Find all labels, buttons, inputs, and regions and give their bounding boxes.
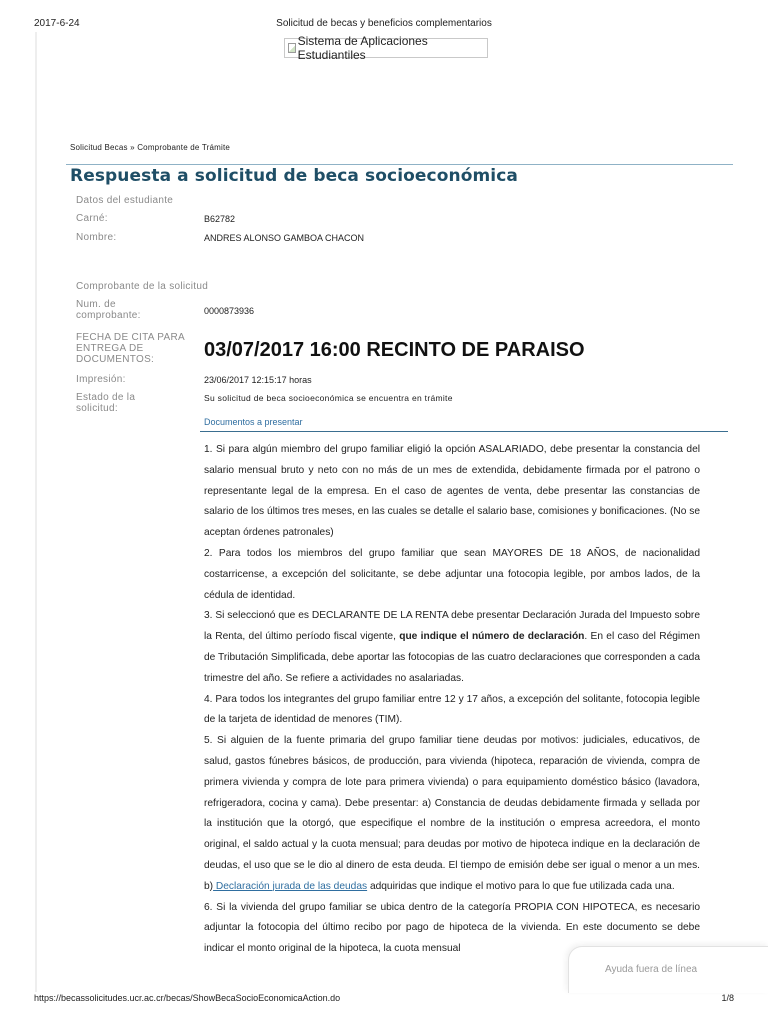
print-label: Impresión: bbox=[76, 374, 126, 385]
print-value: 23/06/2017 12:15:17 horas bbox=[204, 375, 312, 385]
carne-value: B62782 bbox=[204, 214, 236, 224]
document-item-6: 6. Si la vivienda del grupo familiar se ubica dentro de la categoría PROPIA CON HIPOTECA, es necesario adjuntar la fotocopia del último recibo por pago de hipoteca de la vivienda. En este documento se debe indicar el monto original de la hipoteca, la cuota mensual bbox=[204, 901, 700, 955]
document-item-4: 4. Para todos los integrantes del grupo familiar entre 12 y 17 años, a excepción del solitante, fotocopia legible de la tarjeta de identidad de menores (TIM). bbox=[204, 693, 700, 726]
broken-image-icon bbox=[288, 43, 296, 53]
print-footer-url: https://becassolicitudes.ucr.ac.cr/becas/ShowBecaSocioEconomicaAction.do bbox=[34, 993, 341, 1003]
debt-declaration-link[interactable]: Declaración jurada de las deudas bbox=[213, 880, 368, 892]
document-item-3 bbox=[204, 606, 700, 689]
documents-heading-link[interactable]: Documentos a presentar bbox=[204, 417, 303, 427]
page-left-border bbox=[35, 32, 37, 992]
appointment-label: FECHA DE CITA PARA ENTREGA DE DOCUMENTOS: bbox=[76, 332, 185, 365]
receipt-number-label: Num. de comprobante: bbox=[76, 299, 141, 321]
document-item-1: 1. Si para algún miembro del grupo familiar eligió la opción ASALARIADO, debe presentar la constancia del salario mensual bruto y neto con no más de un mes de extendida, debidamente firmada por el patrono o representante legal de la empresa. En el caso de agentes de venta, debe presentar las constancias de salario de los últimos tres meses, en las cuales se detalle el salario base, comisiones y bonificaciones. (No se aceptan órdenes patronales) bbox=[204, 444, 700, 539]
document-item-5 bbox=[204, 731, 700, 897]
banner-alt-text: Sistema de Aplicaciones Estudiantiles bbox=[297, 34, 428, 62]
document-item-5-text-a: 5. Si alguien de la fuente primaria del grupo familiar tiene deudas por motivos: judiciales, educativos, de salud, gastos fúnebres básicos, de producción, para vivienda (hipoteca, reparación de vivienda, compra de primera vivienda y compra de lote para primera vivienda) o para equipamiento doméstico básico (lavadora, refrigeradora, cocina y cama). Debe presentar: a) Constancia de deudas debidamente firmada y sellada por la institución que la otorgó, que especifique el nombre de la institución o empresa acreedora, el monto original, el saldo actual y la cuota mensual; para deudas por motivo de hipoteca indique en la declaración de deudas, el uso que se le dio al dinero de esta deuda. El tiempo de emisión debe ser igual o menor a un mes. b) bbox=[204, 735, 700, 892]
document-item-2: 2. Para todos los miembros del grupo familiar que sean MAYORES DE 18 AÑOS, de nacionalidad costarricense, a excepción del solicitante, se debe adjuntar una fotocopia legible, por ambos lados, de la cédula de identidad. bbox=[204, 547, 700, 601]
name-label: Nombre: bbox=[76, 232, 117, 243]
status-value: Su solicitud de beca socioeconómica se encuentra en trámite bbox=[204, 393, 453, 403]
offline-help-widget[interactable] bbox=[568, 946, 768, 993]
name-value: ANDRES ALONSO GAMBOA CHACON bbox=[204, 233, 365, 243]
status-label: Estado de la solicitud: bbox=[76, 392, 136, 414]
document-item-3-text-a: 3. Si seleccionó que es DECLARANTE DE LA RENTA debe presentar Declaración Jurada del Impuesto sobre la Renta, del último período fiscal vigente, bbox=[204, 610, 700, 643]
document-item-5-text-b: adquiridas que indique el motivo para lo que fue utilizada cada una. bbox=[367, 880, 675, 892]
student-section-label: Datos del estudiante bbox=[76, 195, 174, 206]
print-header-title: Solicitud de becas y beneficios complementarios bbox=[276, 18, 492, 29]
document-item-3-bold: que indique el número de declaración bbox=[399, 631, 585, 643]
breadcrumb[interactable]: Solicitud Becas » Comprobante de Trámite bbox=[70, 143, 231, 152]
banner-image[interactable] bbox=[284, 34, 488, 62]
page-title: Respuesta a solicitud de beca socioeconómica bbox=[70, 166, 518, 186]
documents-list bbox=[204, 440, 700, 960]
receipt-number-value: 0000873936 bbox=[204, 306, 255, 316]
document-item-3-text-b: . En el caso del Régimen de Tributación Simplificada, debe aportar las fotocopias de las cuatro declaraciones que corresponden a cada trimestre del año. Se refiere a actividades no asalariadas. bbox=[204, 631, 700, 684]
documents-divider bbox=[200, 431, 728, 432]
print-date: 2017-6-24 bbox=[34, 18, 80, 29]
print-footer-page: 1/8 bbox=[721, 993, 734, 1003]
receipt-section-label: Comprobante de la solicitud bbox=[76, 281, 209, 292]
appointment-value: 03/07/2017 16:00 RECINTO DE PARAISO bbox=[204, 339, 585, 361]
offline-help-label: Ayuda fuera de línea bbox=[605, 964, 698, 975]
carne-label: Carné: bbox=[76, 213, 108, 224]
title-divider bbox=[66, 164, 733, 165]
